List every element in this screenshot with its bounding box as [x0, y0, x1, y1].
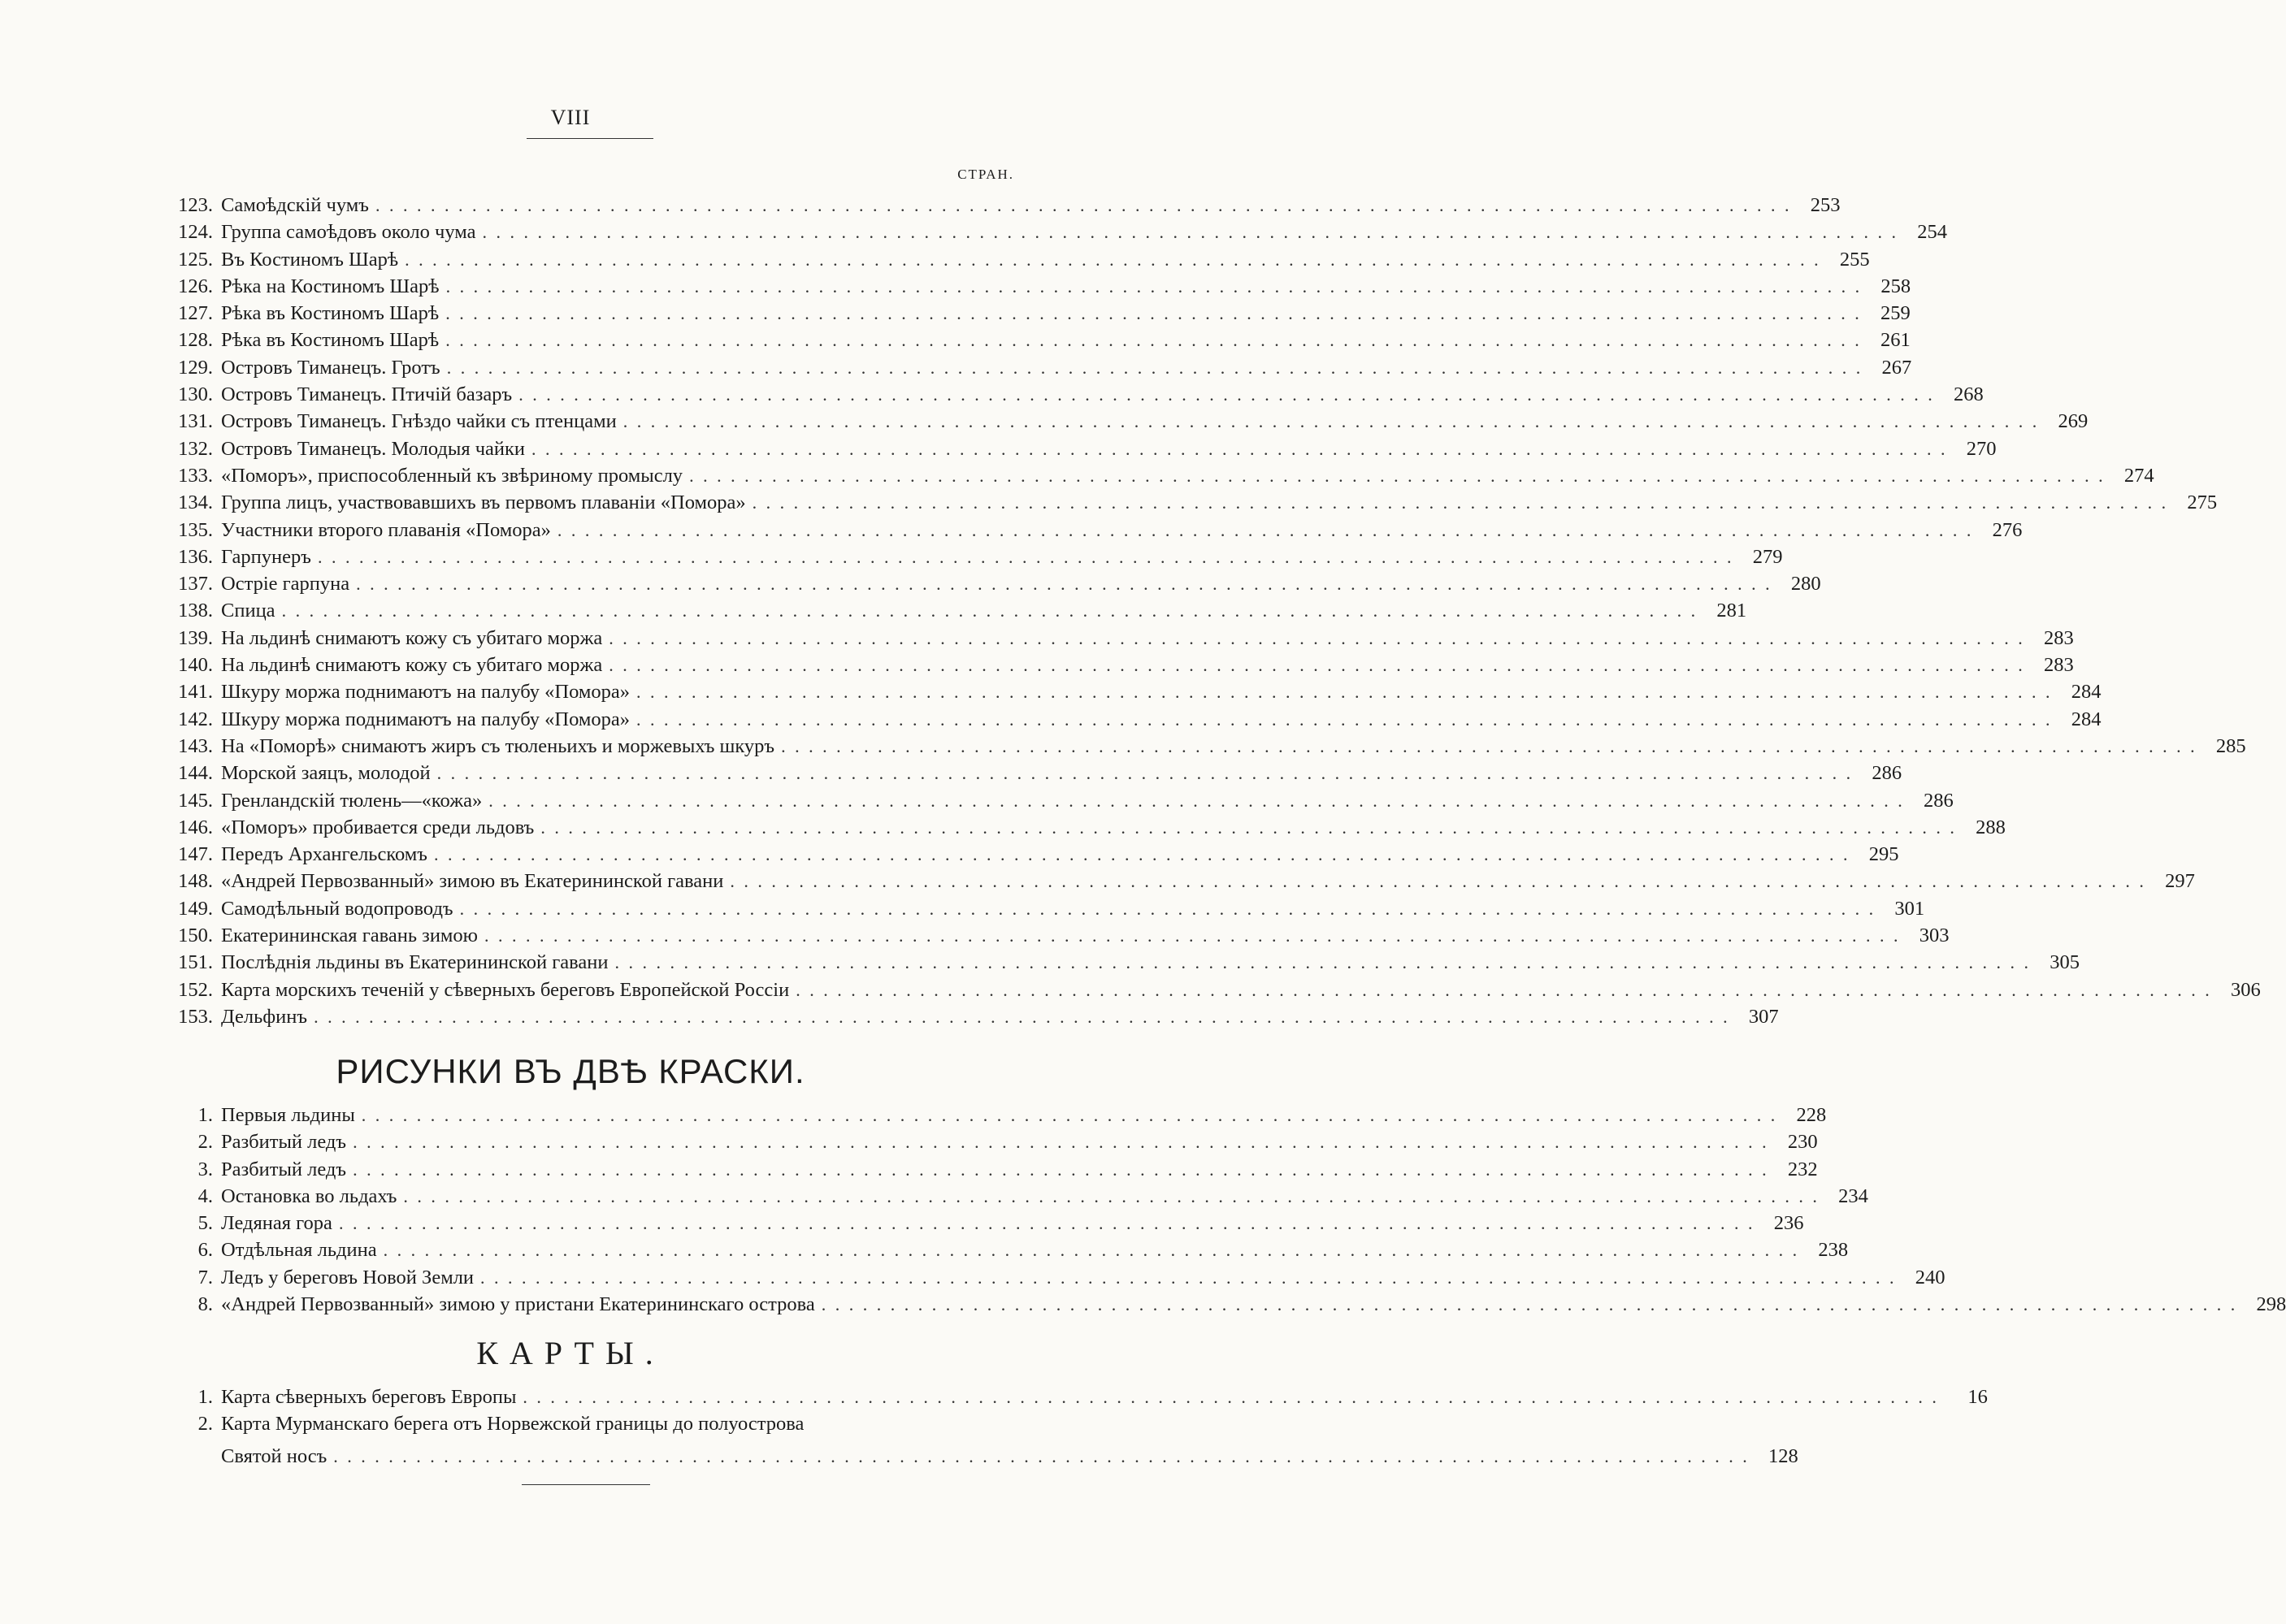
- entry-page: 238: [1818, 1239, 1849, 1262]
- dot-leader: [398, 246, 1828, 273]
- dot-leader: [307, 1003, 1737, 1030]
- toc-entry[interactable]: [163, 1264, 1945, 1291]
- toc-entry[interactable]: [163, 1156, 1818, 1183]
- maps-section-heading: КАРТЫ.: [476, 1335, 665, 1371]
- entry-title: Участники второго плаванія «Помора»: [221, 518, 551, 541]
- toc-entry[interactable]: [163, 246, 1870, 273]
- entry-page: 298: [2256, 1293, 2286, 1316]
- entry-number: 128.: [178, 329, 213, 352]
- dot-leader: [369, 192, 1798, 219]
- entry-page: 286: [1872, 762, 1902, 785]
- illustrations-list: [163, 192, 2261, 1030]
- entry-title: Гренландскій тюлень—«кожа»: [221, 789, 483, 812]
- entry-number: 148.: [178, 870, 213, 893]
- entry-page: 240: [1915, 1266, 1945, 1288]
- dot-leader: [439, 327, 1868, 353]
- entry-number: 123.: [178, 194, 213, 216]
- dot-leader: [617, 408, 2046, 435]
- entry-title: Самодѣльный водопроводъ: [221, 897, 453, 920]
- entry-page: 261: [1880, 329, 1911, 352]
- dot-leader: [476, 219, 1906, 245]
- entry-number: 153.: [178, 1005, 213, 1028]
- toc-entry[interactable]: [163, 1003, 1779, 1030]
- dot-leader: [474, 1264, 1903, 1291]
- entry-page: 268: [1953, 383, 1984, 406]
- entry-title: Разбитый ледъ: [221, 1158, 347, 1180]
- entry-number: 4.: [197, 1184, 213, 1207]
- entry-title: Остановка во льдахъ: [221, 1184, 397, 1207]
- entry-number: 139.: [178, 626, 213, 649]
- entry-page: 301: [1894, 897, 1925, 920]
- entry-number: 143.: [178, 734, 213, 757]
- dot-leader: [602, 625, 2032, 652]
- entry-number: 149.: [178, 897, 213, 920]
- toc-entry[interactable]: [163, 706, 2102, 733]
- entry-number: 152.: [178, 978, 213, 1001]
- dot-leader: [602, 652, 2032, 678]
- entry-page: 303: [1919, 925, 1950, 947]
- dot-leader: [377, 1236, 1807, 1263]
- header-rule: [527, 138, 653, 139]
- toc-entry[interactable]: [163, 408, 2089, 435]
- dot-leader: [275, 597, 1705, 624]
- entry-title: Ледъ у береговъ Новой Земли: [221, 1266, 475, 1288]
- dot-leader: [630, 678, 2059, 705]
- entry-number: 132.: [178, 437, 213, 460]
- entry-title: Гарпунеръ: [221, 545, 311, 568]
- toc-entry[interactable]: [163, 868, 2195, 894]
- entry-page: 274: [2123, 464, 2154, 487]
- toc-entry[interactable]: [163, 273, 1911, 300]
- toc-entry[interactable]: [163, 678, 2102, 705]
- entry-number: 141.: [178, 681, 213, 704]
- entry-page: 279: [1752, 545, 1783, 568]
- entry-title: Шкуру моржа поднимаютъ на палубу «Помора»: [221, 708, 631, 730]
- entry-page: 306: [2230, 978, 2261, 1001]
- entry-title: Карта сѣверныхъ береговъ Европы: [221, 1386, 517, 1408]
- toc-entry[interactable]: [163, 354, 1912, 381]
- entry-number: 1.: [197, 1104, 213, 1126]
- entry-title: Группа лицъ, участвовавшихъ въ первомъ плаваніи «Помора»: [221, 492, 746, 514]
- entry-title: Дельфинъ: [221, 1005, 308, 1028]
- entry-title: Послѣднія льдины въ Екатерининской гавани: [221, 951, 609, 974]
- dot-leader: [332, 1210, 1762, 1236]
- toc-entry[interactable]: [163, 300, 1911, 327]
- entry-page: 128: [1768, 1445, 1798, 1468]
- toc-entry[interactable]: [163, 489, 2218, 516]
- dot-leader: [427, 841, 1857, 868]
- entry-number: 146.: [178, 816, 213, 838]
- entry-title: Островъ Тиманецъ. Птичій базаръ: [221, 383, 513, 406]
- entry-title: Островъ Тиманецъ. Гнѣздо чайки съ птенцами: [221, 410, 617, 433]
- dot-leader: [683, 462, 2112, 489]
- dot-leader: [746, 489, 2175, 516]
- toc-entry[interactable]: [163, 1210, 1804, 1236]
- dot-leader: [525, 435, 1954, 462]
- toc-entry[interactable]: [163, 327, 1911, 353]
- entry-title: Группа самоѣдовъ около чума: [221, 221, 476, 244]
- entry-page: 253: [1810, 194, 1841, 216]
- dot-leader: [397, 1183, 1826, 1210]
- entry-title: Рѣка въ Костиномъ Шарѣ: [221, 302, 440, 325]
- toc-entry[interactable]: [163, 381, 1984, 408]
- two-color-list: [163, 1102, 2286, 1318]
- entry-title: «Поморъ», приспособленный къ звѣриному промыслу: [221, 464, 683, 487]
- toc-entry[interactable]: [163, 543, 1783, 570]
- entry-title: На льдинѣ снимаютъ кожу съ убитаго моржа: [221, 654, 603, 677]
- entry-number: 5.: [197, 1212, 213, 1235]
- entry-title: Карта морскихъ теченій у сѣверныхъ береговъ Европейской Россіи: [221, 978, 790, 1001]
- entry-page: 288: [1976, 816, 2006, 838]
- entry-title: Самоѣдскій чумъ: [221, 194, 369, 216]
- entry-title: Рѣка на Костиномъ Шарѣ: [221, 275, 440, 297]
- toc-entry[interactable]: [163, 1102, 1827, 1128]
- dot-leader: [630, 706, 2059, 733]
- dot-leader: [512, 381, 1941, 408]
- entry-number: 8.: [197, 1293, 213, 1316]
- dot-leader: [431, 760, 1860, 786]
- dot-leader: [534, 814, 1963, 841]
- toc-entry[interactable]: [163, 977, 2261, 1003]
- dot-leader: [311, 543, 1741, 570]
- entry-title: Морской заяцъ, молодой: [221, 762, 431, 785]
- dot-leader: [355, 1102, 1785, 1128]
- dot-leader: [346, 1156, 1776, 1183]
- toc-entry[interactable]: [163, 1183, 1868, 1210]
- entry-number: 124.: [178, 221, 213, 244]
- entry-title: На льдинѣ снимаютъ кожу съ убитаго моржа: [221, 626, 603, 649]
- entry-title: Передъ Архангельскомъ: [221, 843, 427, 866]
- toc-entry[interactable]: [163, 733, 2246, 760]
- entry-page: 280: [1790, 573, 1821, 595]
- toc-entry[interactable]: [163, 760, 1902, 786]
- entry-page: 269: [2058, 410, 2089, 433]
- dot-leader: [440, 273, 1869, 300]
- entry-page: 254: [1917, 221, 1947, 244]
- dot-leader: [815, 1291, 2245, 1318]
- toc-entry[interactable]: [163, 570, 1821, 597]
- dot-leader: [774, 733, 2204, 760]
- entry-page: 285: [2215, 734, 2246, 757]
- entry-page: 255: [1839, 248, 1870, 271]
- toc-entry[interactable]: [163, 1291, 2286, 1318]
- entry-number: 129.: [178, 356, 213, 379]
- entry-title: Остріе гарпуна: [221, 573, 350, 595]
- dot-leader: [789, 977, 2219, 1003]
- two-color-section-heading: РИСУНКИ ВЪ ДВѢ КРАСКИ.: [336, 1052, 805, 1090]
- entry-title: Островъ Тиманецъ. Молодыя чайки: [221, 437, 526, 460]
- entry-number: 2.: [197, 1131, 213, 1154]
- entry-page: 283: [2044, 626, 2074, 649]
- entry-number: 145.: [178, 789, 213, 812]
- toc-entry[interactable]: [163, 895, 1925, 922]
- toc-entry[interactable]: [163, 435, 1997, 462]
- entry-page: 232: [1787, 1158, 1818, 1180]
- entry-page: 284: [2071, 708, 2102, 730]
- two-color-list-container: [163, 1102, 2286, 1318]
- dot-leader: [723, 868, 2153, 894]
- entry-number: 126.: [178, 275, 213, 297]
- entry-title: Ледяная гора: [221, 1212, 332, 1235]
- entry-number: 7.: [197, 1266, 213, 1288]
- entry-number: 131.: [178, 410, 213, 433]
- toc-entry[interactable]: [163, 841, 1899, 868]
- entry-page: 286: [1924, 789, 1954, 812]
- entry-number: 138.: [178, 600, 213, 622]
- entry-number: 147.: [178, 843, 213, 866]
- entry-number: 140.: [178, 654, 213, 677]
- entry-title: «Поморъ» пробивается среди льдовъ: [221, 816, 535, 838]
- entry-title: Екатерининская гавань зимою: [221, 925, 478, 947]
- entry-page: 283: [2044, 654, 2074, 677]
- entry-number: 2.: [197, 1413, 213, 1436]
- entry-number: 144.: [178, 762, 213, 785]
- entry-page: 16: [1967, 1386, 1988, 1408]
- entry-title: «Андрей Первозванный» зимою въ Екатерининской гавани: [221, 870, 724, 893]
- entry-title: Спица: [221, 600, 275, 622]
- maps-list-container: [163, 1384, 1988, 1470]
- entry-page: 236: [1773, 1212, 1804, 1235]
- entry-page: 297: [2165, 870, 2195, 893]
- entry-page: 230: [1787, 1131, 1818, 1154]
- page-column-header: СТРАН.: [957, 167, 1014, 182]
- entry-number: 151.: [178, 951, 213, 974]
- entry-page: 295: [1868, 843, 1899, 866]
- entry-page: 228: [1796, 1104, 1827, 1126]
- entry-title: Въ Костиномъ Шарѣ: [221, 248, 399, 271]
- entry-number: 133.: [178, 464, 213, 487]
- entry-number: 1.: [197, 1386, 213, 1408]
- entry-number: 6.: [197, 1239, 213, 1262]
- maps-list: [163, 1384, 1988, 1470]
- entry-title: Отдѣльная льдина: [221, 1239, 377, 1262]
- entry-page: 284: [2071, 681, 2102, 704]
- dot-leader: [453, 895, 1883, 922]
- toc-entry[interactable]: [163, 949, 2080, 976]
- toc-entry[interactable]: [163, 652, 2074, 678]
- dot-leader: [551, 517, 1980, 543]
- dot-leader: [482, 787, 1911, 814]
- dot-leader: [440, 354, 1870, 381]
- dot-leader: [516, 1384, 1945, 1410]
- dot-leader: [346, 1128, 1776, 1155]
- entry-number: 134.: [178, 492, 213, 514]
- entry-number: 150.: [178, 925, 213, 947]
- entry-number: 137.: [178, 573, 213, 595]
- toc-entry[interactable]: [163, 462, 2154, 489]
- entry-title: «Андрей Первозванный» зимою у пристани Екатерининскаго острова: [221, 1293, 815, 1316]
- toc-entry[interactable]: [163, 597, 1747, 624]
- dot-leader: [478, 922, 1907, 949]
- toc-entry[interactable]: [163, 1128, 1818, 1155]
- dot-leader: [349, 570, 1779, 597]
- toc-entry[interactable]: [163, 625, 2074, 652]
- toc-entry[interactable]: [163, 787, 1954, 814]
- entry-title: Карта Мурманскаго берега отъ Норвежской границы до полуострова: [221, 1413, 805, 1436]
- toc-entry[interactable]: [163, 1410, 1798, 1470]
- entry-page: 258: [1880, 275, 1911, 297]
- toc-entry[interactable]: [163, 1236, 1849, 1263]
- entry-number: 127.: [178, 302, 213, 325]
- entry-page: 307: [1748, 1005, 1779, 1028]
- entry-number: 136.: [178, 545, 213, 568]
- entry-number: 135.: [178, 518, 213, 541]
- page-number: VIII: [550, 106, 591, 129]
- dot-leader: [439, 300, 1868, 327]
- toc-entry[interactable]: [163, 814, 2006, 841]
- entry-body: [221, 1410, 1798, 1470]
- entry-number: 3.: [197, 1158, 213, 1180]
- entry-title: Первыя льдины: [221, 1104, 355, 1126]
- dot-leader: [608, 949, 2037, 976]
- entry-number: 125.: [178, 248, 213, 271]
- entry-title: Разбитый ледъ: [221, 1131, 347, 1154]
- entry-title: На «Поморѣ» снимаютъ жиръ съ тюленьихъ и моржевыхъ шкуръ: [221, 734, 775, 757]
- toc-entry[interactable]: [163, 219, 1947, 245]
- entry-page: 305: [2050, 951, 2080, 974]
- toc-entry[interactable]: [163, 517, 2023, 543]
- entry-page: 276: [1992, 518, 2023, 541]
- toc-entry[interactable]: [163, 192, 1841, 219]
- toc-entry[interactable]: [163, 922, 1950, 949]
- entry-number: 130.: [178, 383, 213, 406]
- entry-page: 267: [1881, 356, 1912, 379]
- entry-title-continued: Святой носъ: [221, 1445, 328, 1468]
- footer-rule: [522, 1484, 650, 1485]
- entry-page: 270: [1966, 437, 1997, 460]
- dot-leader: [327, 1443, 1756, 1470]
- toc-entry[interactable]: [163, 1384, 1988, 1410]
- entry-page: 259: [1880, 302, 1911, 325]
- entry-title: Рѣка въ Костиномъ Шарѣ: [221, 329, 440, 352]
- entry-page: 275: [2187, 492, 2218, 514]
- entry-title: Шкуру моржа поднимаютъ на палубу «Помора»: [221, 681, 631, 704]
- illustrations-list-container: [163, 192, 2261, 1030]
- entry-number: 142.: [178, 708, 213, 730]
- entry-page: 234: [1838, 1184, 1868, 1207]
- entry-title: Островъ Тиманецъ. Гротъ: [221, 356, 440, 379]
- entry-page: 281: [1716, 600, 1747, 622]
